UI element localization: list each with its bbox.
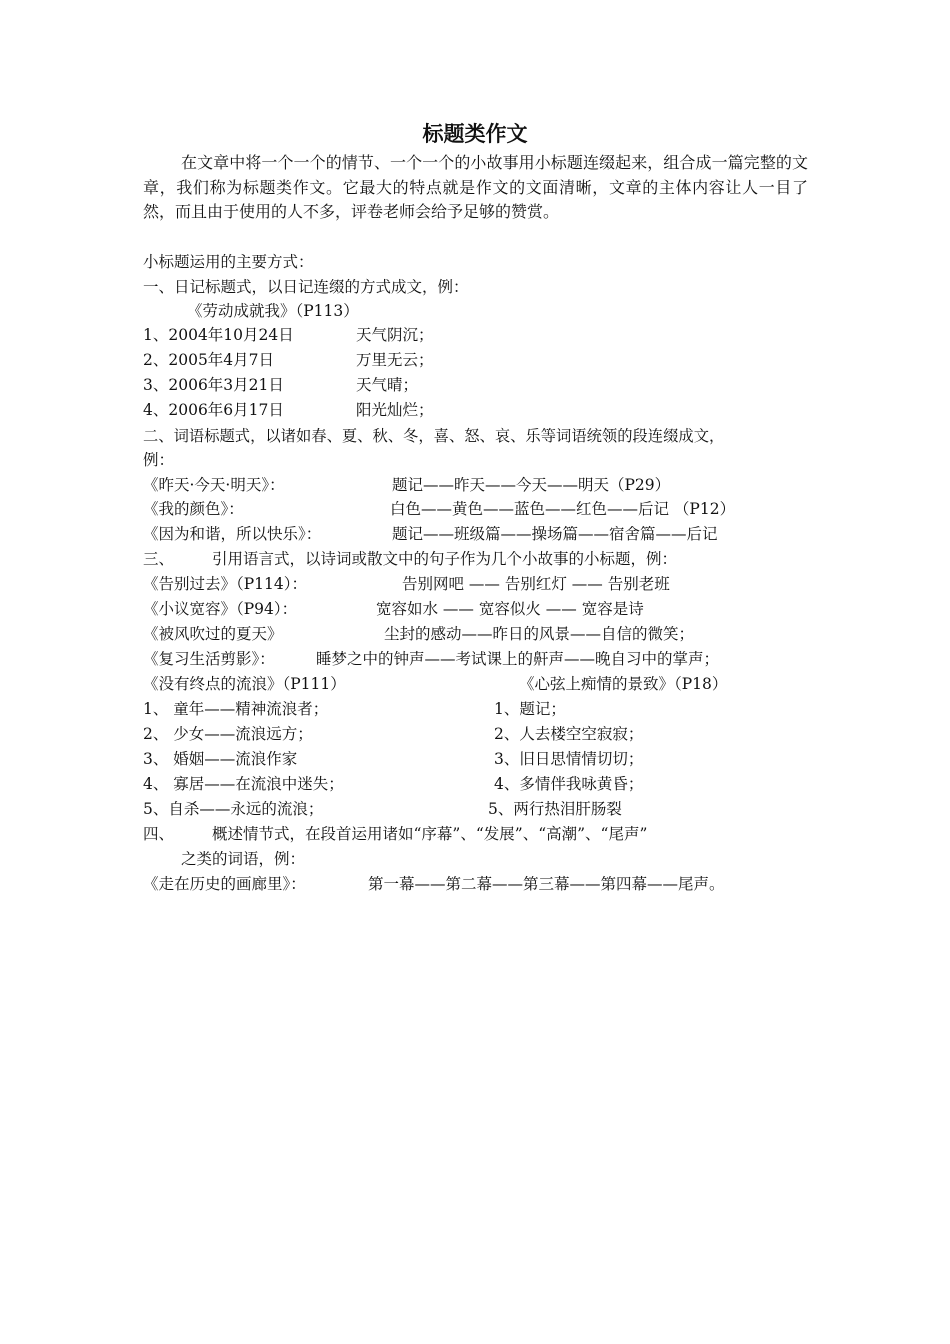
left-example-item: 3、 婚姻——流浪作家 (143, 750, 298, 768)
example-title: 《告别过去》（P114）： (143, 575, 308, 593)
right-example-item: 4、多情伴我咏黄昏； (494, 775, 644, 793)
example-title: 《我的颜色》： (143, 500, 244, 518)
example-title: 《走在历史的画廊里》： (143, 875, 306, 893)
diary-text: 阳光灿烂； (356, 401, 434, 419)
right-example-title: 《心弦上痴情的景致》（P18） (519, 675, 728, 693)
example-title: 《复习生活剪影》： (143, 650, 275, 668)
right-example-item: 3、旧日思情情切切； (494, 750, 644, 768)
right-example-item: 1、题记； (494, 700, 566, 718)
section-1-heading: 一、日记标题式，以日记连缀的方式成文，例： (143, 278, 469, 296)
example-subtitles: 第一幕——第二幕——第三幕——第四幕——尾声。 (368, 875, 725, 893)
section-4-heading-cont: 之类的词语，例： (181, 850, 306, 868)
diary-text: 天气晴； (356, 376, 419, 394)
right-example-item: 2、人去楼空空寂寂； (494, 725, 644, 743)
left-example-item: 2、 少女——流浪远方； (143, 725, 313, 743)
example-subtitles: 题记——昨天——今天——明天（P29） (392, 476, 671, 494)
left-example-item: 1、 童年——精神流浪者； (143, 700, 329, 718)
example-title: 《被风吹过的夏天》 (143, 625, 283, 643)
intro-paragraph: 在文章中将一个一个的情节、一个一个的小故事用小标题连缀起来，组合成一篇完整的文章，我们称为标题类作文。它最大的特点就是作文的文面清晰，文章的主体内容让人一目了然，而且由于使用的人不多，评卷老师会给予足够的赞赏。 (143, 153, 808, 221)
example-subtitles: 宽容如水 —— 宽容似火 —— 宽容是诗 (376, 600, 644, 618)
example-subtitles: 白色——黄色——蓝色——红色——后记 （P12） (390, 500, 736, 518)
example-title: 《小议宽容》（P94）： (143, 600, 298, 618)
example-title: 《昨天·今天·明天》： (143, 476, 285, 494)
diary-date: 4、2006年6月17日 (143, 401, 284, 419)
example-subtitles: 尘封的感动——昨日的风景——自信的微笑； (384, 625, 695, 643)
section-4-heading: 概述情节式，在段首运用诸如“序幕”、“发展”、“高潮”、“尾声” (212, 825, 648, 843)
section-2-heading-cont: 例： (143, 451, 175, 469)
example-title: 《因为和谐，所以快乐》： (143, 525, 322, 543)
diary-date: 1、2004年10月24日 (143, 326, 294, 344)
example-subtitles: 睡梦之中的钟声——考试课上的鼾声——晚自习中的掌声； (316, 650, 720, 668)
section-2-heading: 二、词语标题式，以诸如春、夏、秋、冬，喜、怒、哀、乐等词语统领的段连缀成文， (143, 427, 725, 445)
left-example-item: 5、自杀——永远的流浪； (143, 800, 324, 818)
section-4-number: 四、 (143, 825, 175, 843)
section-3-number: 三、 (143, 550, 175, 568)
diary-date: 2、2005年4月7日 (143, 351, 275, 369)
section-1-example-title: 《劳动成就我》（P113） (187, 302, 359, 320)
main-methods-label: 小标题运用的主要方式： (143, 253, 314, 271)
diary-text: 万里无云； (356, 351, 434, 369)
right-example-item: 5、两行热泪肝肠裂 (488, 800, 622, 818)
left-example-item: 4、 寡居——在流浪中迷失； (143, 775, 344, 793)
document-title: 标题类作文 (422, 122, 528, 146)
diary-text: 天气阴沉； (356, 326, 434, 344)
left-example-title: 《没有终点的流浪》（P111） (143, 675, 346, 693)
diary-date: 3、2006年3月21日 (143, 376, 284, 394)
section-3-heading: 引用语言式，以诗词或散文中的句子作为几个小故事的小标题，例： (212, 550, 678, 568)
example-subtitles: 题记——班级篇——操场篇——宿舍篇——后记 (392, 525, 718, 543)
example-subtitles: 告别网吧 —— 告别红灯 —— 告别老班 (402, 575, 670, 593)
